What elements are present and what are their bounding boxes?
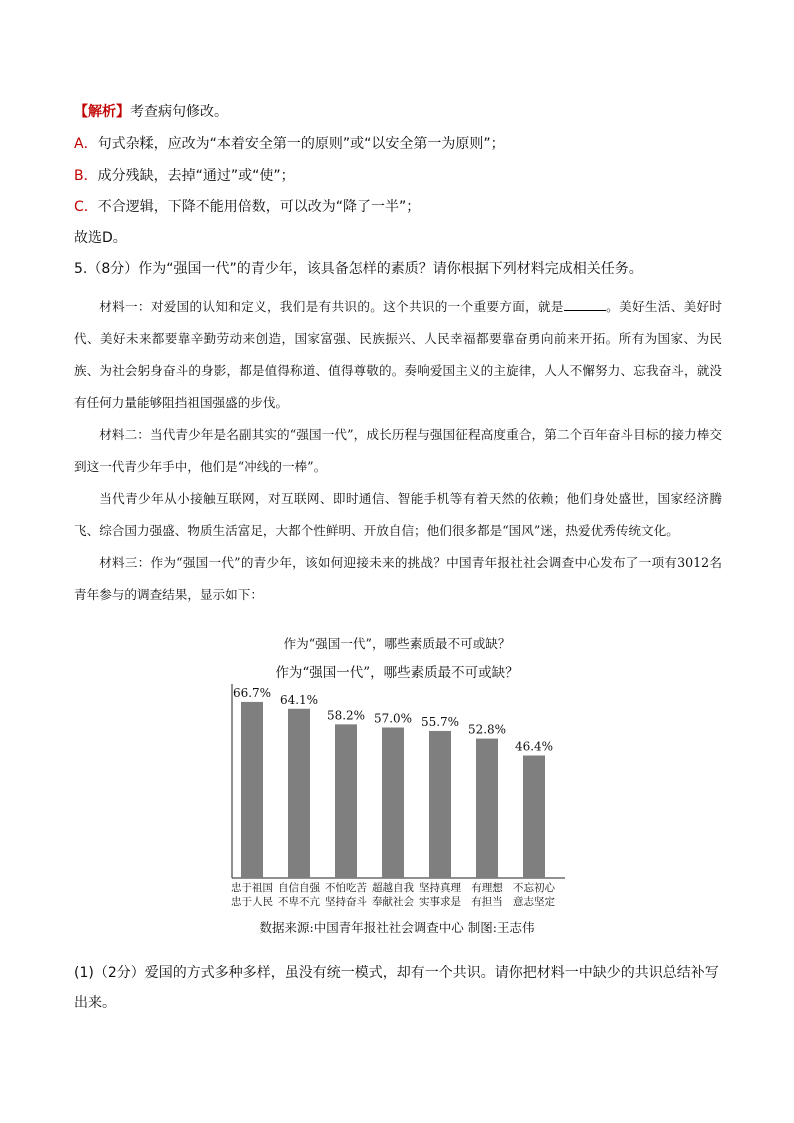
bar [335,724,357,878]
chart-source: 数据来源:中国青年报社社会调查中心 制图:王志伟 [259,920,535,935]
category-label: 奉献社会 [372,896,414,908]
option-c [74,197,420,217]
materials-block [74,291,722,611]
category-label: 有理想 [471,882,503,894]
option-c-letter: C． [74,199,98,215]
analysis-bracket-label: 【解析】 [74,104,130,120]
question-header: 5.（8分）作为“强国一代”的青少年，该具备怎样的素质？请你根据下列材料完成相关任务。 [74,261,643,277]
analysis-intro-text: 考查病句修改。 [130,104,228,120]
bar [241,702,263,878]
option-c-text: 不合逻辑，下降不能用倍数，可以改为“降了一半”； [97,199,421,215]
bar [429,731,451,878]
bar-value-label: 66.7% [232,685,272,700]
bar-value-label: 55.7% [420,714,460,729]
material-one-after: 。美好生活、美好时代、美好未来都要靠辛勤劳动来创造，国家富强、民族振兴、人民幸福都要靠奋勇向前来开拓。所有为国家、为民族、为社会躬身奋斗的身影，都是值得称道、值得尊敬的。奏响爱国主义的主旋律，人人不懈努力、忘我奋斗，就没有任何力量能够阻挡祖国强盛的步伐。 [74,299,723,410]
option-b [74,166,295,186]
category-label: 自信自强 [278,882,320,894]
material-two-b: 当代青少年从小接触互联网，对互联网、即时通信、智能手机等有着天然的依赖；他们身处盛世，国家经济腾飞、综合国力强盛、物质生活富足，大都个性鲜明、开放自信；他们很多都是“国风”迷，热爱优秀传统文化。 [74,491,722,538]
bar-value-label: 57.0% [373,711,413,726]
category-label: 不忘初心 [513,882,555,894]
material-three: 材料三：作为“强国一代”的青少年，该如何迎接未来的挑战？中国青年报社社会调查中心发布了一项有3012名青年参与的调查结果，显示如下： [74,555,722,602]
bar [288,709,310,878]
bar-value-label: 52.8% [467,722,507,737]
answer-blank [564,298,606,311]
material-two: 材料二：当代青少年是名副其实的“强国一代”，成长历程与强国征程高度重合，第二个百年奋斗目标的接力棒交到这一代青少年手中，他们是“冲线的一棒”。 [74,427,722,474]
category-label: 忠于祖国 [231,882,273,894]
analysis-intro [74,102,228,122]
analysis-conclusion: 故选D。 [74,230,127,246]
material-one [74,291,722,419]
category-label: 超越自我 [372,882,414,894]
bar-value-label: 46.4% [514,739,554,754]
category-label: 不卑不亢 [278,896,320,908]
option-b-text: 成分残缺，去掉“通过”或“使”； [97,168,295,184]
category-label: 意志坚定 [513,896,555,908]
subquestion-one: (1)（2分）爱国的方式多种多样，虽没有统一模式，却有一个共识。请你把材料一中缺少的共识总结补写出来。 [74,965,719,1011]
option-a-text: 句式杂糅，应改为“本着安全第一的原则”或“以安全第一为原则”； [97,136,505,152]
bar-value-label: 64.1% [279,692,319,707]
option-a-letter: A． [74,136,98,152]
category-label: 实事求是 [419,896,461,908]
category-label: 忠于人民 [231,896,273,908]
bar [476,739,498,878]
bar-value-label: 58.2% [326,708,366,723]
bar-chart [225,658,570,940]
category-label: 坚持真理 [419,882,461,894]
category-label: 有担当 [471,896,503,908]
bar [382,728,404,878]
option-b-letter: B． [74,168,98,184]
bar [523,756,545,878]
figure-caption: 作为“强国一代”，哪些素质最不可或缺？ [283,636,511,651]
chart-title: 作为“强国一代”，哪些素质最不可或缺？ [275,665,519,681]
category-label: 不怕吃苦 [325,882,367,894]
material-one-before: 材料一：对爱国的认知和定义，我们是有共识的。这个共识的一个重要方面，就是 [99,299,564,314]
option-a [74,134,505,154]
category-label: 坚持奋斗 [325,896,367,908]
